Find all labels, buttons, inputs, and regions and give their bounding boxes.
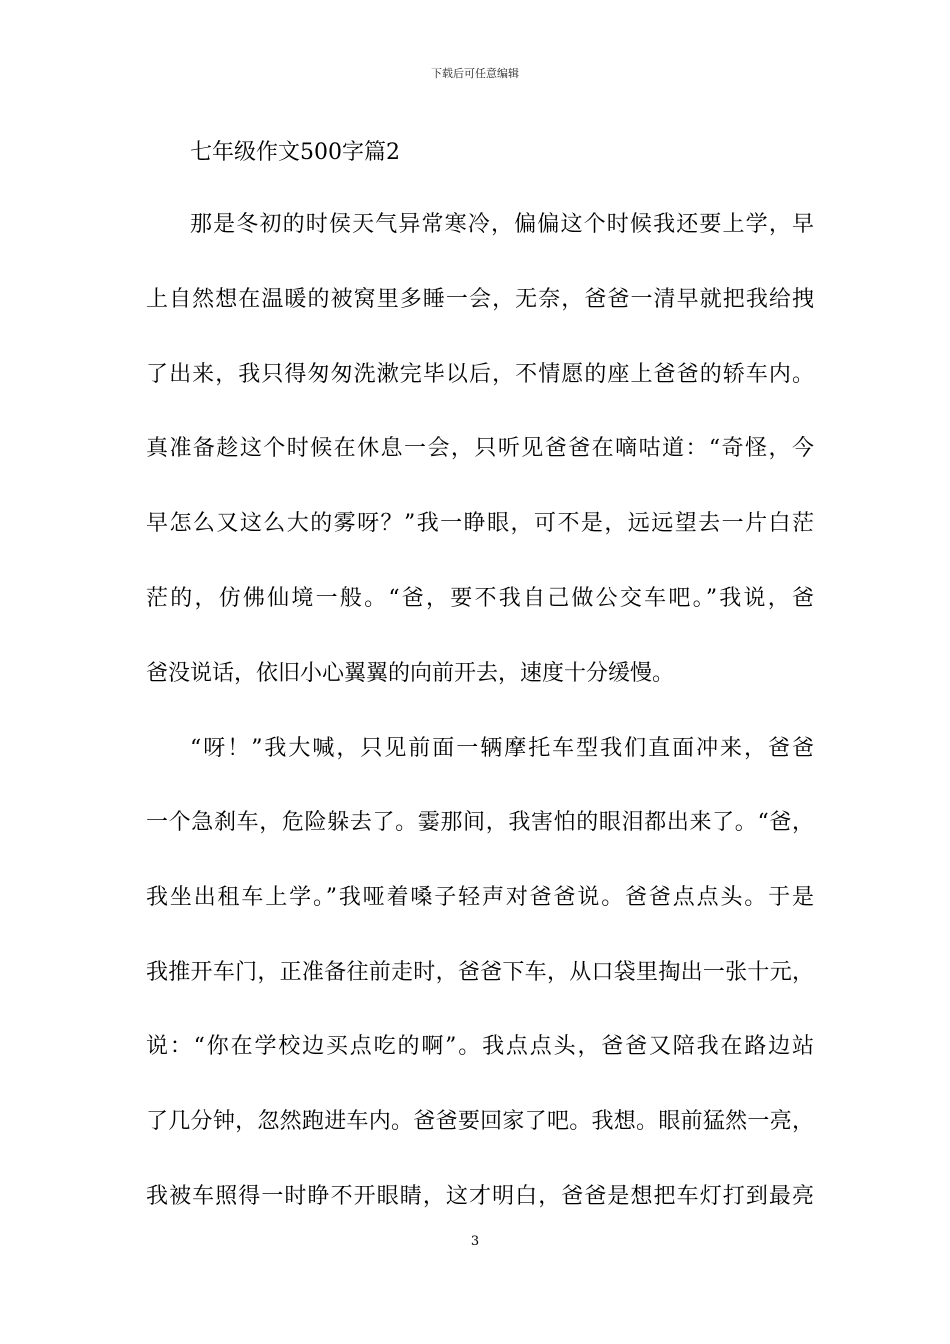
text-line: 我坐出租车上学。”我哑着嗓子轻声对爸爸说。爸爸点点头。于是 bbox=[146, 885, 814, 910]
text-line: “呀！”我大喊，只见前面一辆摩托车型我们直面冲来，爸爸 bbox=[190, 736, 814, 761]
page-number: 3 bbox=[470, 1234, 480, 1249]
text-line: 上自然想在温暖的被窝里多睡一会，无奈，爸爸一清早就把我给拽 bbox=[146, 287, 814, 312]
text-line: 一个急刹车，危险躲去了。霎那间，我害怕的眼泪都出来了。“爸， bbox=[146, 810, 814, 835]
text-line: 我被车照得一时睁不开眼睛，这才明白，爸爸是想把车灯打到最亮 bbox=[146, 1184, 814, 1209]
text-line: 了几分钟，忽然跑进车内。爸爸要回家了吧。我想。眼前猛然一亮， bbox=[146, 1109, 814, 1134]
text-line: 了出来，我只得匆匆洗漱完毕以后，不情愿的座上爸爸的轿车内。 bbox=[146, 362, 814, 387]
text-line: 真准备趁这个时候在休息一会，只听见爸爸在嘀咕道：“奇怪，今 bbox=[146, 436, 814, 461]
text-line: 爸没说话，依旧小心翼翼的向前开去，速度十分缓慢。 bbox=[146, 661, 675, 686]
text-line: 那是冬初的时侯天气异常寒冷，偏偏这个时候我还要上学，早 bbox=[190, 212, 814, 237]
text-line: 茫的，仿佛仙境一般。“爸，要不我自己做公交车吧。”我说，爸 bbox=[146, 586, 814, 611]
text-line: 早怎么又这么大的雾呀？”我一睁眼，可不是，远远望去一片白茫 bbox=[146, 511, 814, 536]
text-line: 我推开车门，正准备往前走时，爸爸下车，从口袋里掏出一张十元， bbox=[146, 960, 814, 985]
header-note: 下载后可任意编辑 bbox=[431, 67, 519, 80]
document-title: 七年级作文500字篇2 bbox=[190, 140, 400, 165]
text-line: 说：“你在学校边买点吃的啊”。我点点头，爸爸又陪我在路边站 bbox=[146, 1034, 814, 1059]
